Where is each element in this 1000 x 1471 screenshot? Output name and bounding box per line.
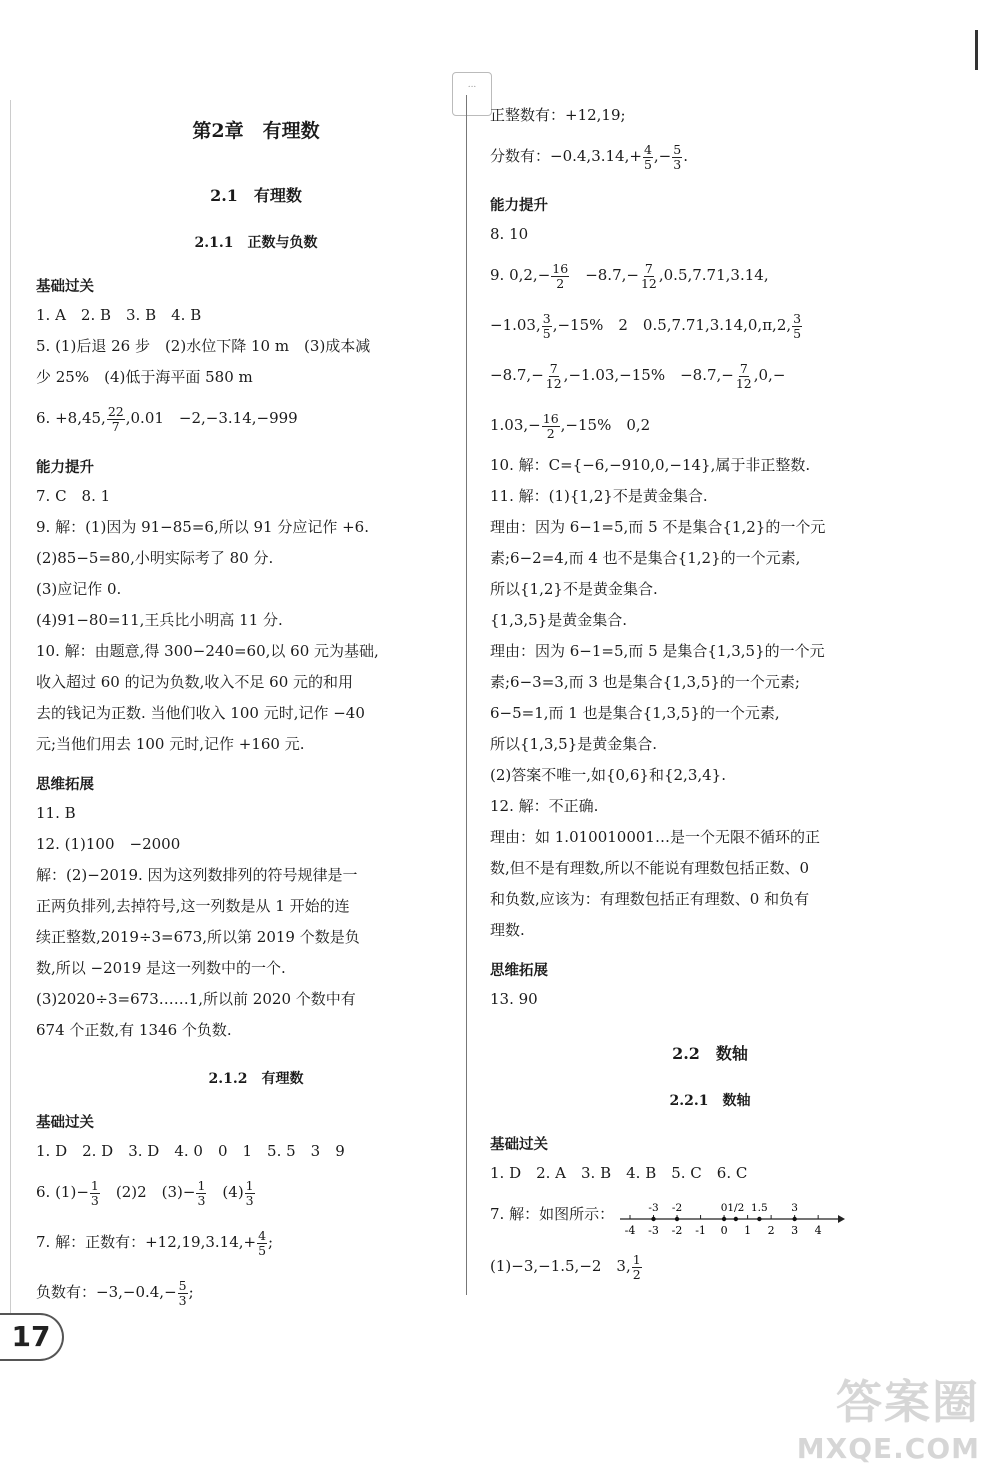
answer-line: (4)91−80=11,王兵比小明高 11 分. [36,611,283,629]
answer-line: 1. D 2. A 3. B 4. B 5. C 6. C [490,1164,748,1182]
answer-line: 解：(2)−2019. 因为这列数排列的符号规律是一 [36,866,358,884]
heading-ability: 能力提升 [36,460,94,476]
point-dot [722,1217,726,1221]
answer-line: (3)应记作 0. [36,580,122,598]
answer-line: 7. C 8. 1 [36,487,111,505]
point-dot [757,1217,761,1221]
chapter-title: 第2章 有理数 [192,120,320,142]
answer-line: 674 个正数,有 1346 个负数. [36,1021,232,1039]
answer-line: 8. 10 [490,225,529,243]
tick-label: -2 [671,1224,683,1237]
answer-line: 6−5=1,而 1 也是集合{1,3,5}的一个元素, [490,704,780,722]
answer-line-m7: 7. 解：正数有：+12,19,3.14,+ $\frac{4}{5}$ ; [36,1227,274,1258]
answer-line: 少 25% (4)低于海平面 580 m [36,368,253,386]
point-label: 3 [791,1202,799,1214]
top-edge-mark [975,30,978,70]
answer-line: 素;6−2=4,而 4 也不是集合{1,2}的一个元素, [490,549,801,567]
answer-line: 理由：因为 6−1=5,而 5 是集合{1,3,5}的一个元 [490,642,825,660]
tick-label: -3 [648,1224,659,1237]
answer-line: 理数. [490,921,525,939]
answer-line: 数,但不是有理数,所以不能说有理数包括正数、0 [490,859,810,877]
point-dot [651,1217,655,1221]
answer-line: 理由：如 1.010010001…是一个无限不循环的正 [490,828,820,846]
answer-line-r9b: −1.03, $\frac{3}{5}$ ,−15% 2 0.5,7.71,3.14,0,π,2, $\frac{3}{5}$ [490,310,802,341]
answer-line: 和负数,应该为：有理数包括正有理数、0 和负有 [490,890,810,908]
answer-line: 正整数有：+12,19; [490,106,626,124]
subsection-title-2-1-2: 2.1.2 有理数 [208,1071,304,1087]
answer-line-s8: (1)−3,−1.5,−2 3, $\frac{1}{2}$ [490,1251,641,1282]
answer-line: (3)2020÷3=673……1,所以前 2020 个数中有 [36,990,356,1008]
answer-line: 素;6−3=3,而 3 也是集合{1,3,5}的一个元素; [490,673,800,691]
fraction: $\frac{1}{3}$ [197,1177,206,1208]
answer-line: 正两负排列,去掉符号,这一列数是从 1 开始的连 [36,897,350,915]
subsection-title-2-1-1: 2.1.1 正数与负数 [194,235,318,251]
answer-line: 所以{1,2}不是黄金集合. [490,580,658,598]
answer-line-r9c: −8.7,− $\frac{7}{12}$ ,−1.03,−15% −8.7,− $\frac{7}{12}$ ,0,− [490,360,786,391]
answer-line: 11. 解：(1){1,2}不是黄金集合. [490,487,708,505]
subsection-title-2-2-1: 2.2.1 数轴 [669,1093,751,1109]
fraction: $\frac{1}{3}$ [90,1177,99,1208]
heading-basic: 基础过关 [36,279,94,295]
point-label: 1/2 [727,1202,745,1214]
stamp-mark: ... [452,72,492,116]
answer-line: 13. 90 [490,990,538,1008]
answer-line: 收入超过 60 的记为负数,收入不足 60 元的和用 [36,673,354,691]
answer-line: 元;当他们用去 100 元时,记作 +160 元. [36,735,305,753]
answer-line: 数,所以 −2019 是这一列数中的一个. [36,959,286,977]
fraction: $\frac{3}{5}$ [542,310,551,341]
point-dot [675,1217,679,1221]
tick-label: 3 [791,1224,799,1237]
answer-line: 5. (1)后退 26 步 (2)水位下降 10 m (3)成本减 [36,337,371,355]
fraction: $\frac{7}{12}$ [735,360,752,391]
heading-thinking: 思维拓展 [490,963,548,979]
number-line-figure [616,1189,846,1241]
answer-line: 9. 解：(1)因为 91−85=6,所以 91 分应记作 +6. [36,518,369,536]
axis-arrow [838,1215,845,1223]
answer-line-s7: 7. 解：如图所示： -4 -3 -2 -1 0 1 2 3 4 -3 -2 1.5 0 1/2 3 [490,1189,930,1241]
answer-line: 12. 解：不正确. [490,797,599,815]
tick-label: -4 [624,1224,636,1237]
answer-line: {1,3,5}是黄金集合. [490,611,628,629]
answer-line: 10. 解：由题意,得 300−240=60,以 60 元为基础, [36,642,379,660]
answer-line: 续正整数,2019÷3=673,所以第 2019 个数是负 [36,928,360,946]
heading-basic: 基础过关 [490,1137,548,1153]
section-title-2-1: 2.1 有理数 [210,186,302,205]
answer-line: 10. 解：C={−6,−910,0,−14},属于非正整数. [490,456,811,474]
fraction: $\frac{16}{2}$ [552,260,569,291]
answer-line: (2)答案不唯一,如{0,6}和{2,3,4}. [490,766,726,784]
page-left-edge [10,100,11,1360]
tick-label: 2 [767,1224,775,1237]
tick-label: 0 [720,1224,728,1237]
answer-line: 去的钱记为正数. 当他们收入 100 元时,记作 −40 [36,704,365,722]
answer-line-m8: 负数有：−3,−0.4,− $\frac{5}{3}$ ; [36,1277,194,1308]
fraction: $\frac{5}{3}$ [178,1277,187,1308]
right-column [490,100,930,1291]
answer-line: 12. (1)100 −2000 [36,835,181,853]
answer-line: 1. A 2. B 3. B 4. B [36,306,202,324]
fraction: $\frac{4}{5}$ [258,1227,267,1258]
heading-ability: 能力提升 [490,198,548,214]
fraction: $\frac{16}{2}$ [542,410,559,441]
answer-line-6: 6. +8,45, $\frac{22}{7}$ ,0.01 −2,−3.14,−999 [36,403,298,434]
fraction: $\frac{5}{3}$ [673,141,682,172]
answer-line: 所以{1,3,5}是黄金集合. [490,735,658,753]
page-number: 17 [0,1313,64,1361]
fraction: $\frac{1}{3}$ [245,1177,254,1208]
heading-thinking: 思维拓展 [36,777,94,793]
point-label: -3 [648,1202,659,1214]
heading-basic-2: 基础过关 [36,1115,94,1131]
point-dot [793,1217,797,1221]
tick-label: -1 [695,1224,707,1237]
answer-line: 理由：因为 6−1=5,而 5 不是集合{1,2}的一个元 [490,518,826,536]
left-column [36,100,476,1317]
tick-label: 1 [744,1224,752,1237]
point-label: 1.5 [751,1202,768,1214]
fraction: $\frac{7}{12}$ [545,360,562,391]
answer-line-r9a: 9. 0,2,− $\frac{16}{2}$ −8.7,− $\frac{7}{12}$ ,0.5,7.71,3.14, [490,260,769,291]
fraction: $\frac{22}{7}$ [107,403,124,434]
fraction: $\frac{4}{5}$ [643,141,652,172]
section-title-2-2: 2.2 数轴 [672,1044,748,1063]
fraction: $\frac{3}{5}$ [793,310,802,341]
point-label: -2 [672,1202,683,1214]
point-label: 0 [720,1202,728,1214]
answer-line: 11. B [36,804,76,822]
answer-line: (2)85−5=80,小明实际考了 80 分. [36,549,274,567]
fraction: $\frac{1}{2}$ [632,1251,641,1282]
watermark-logo: 答案圈 MXQE.COM [796,1375,980,1465]
tick-label: 4 [814,1224,822,1237]
fraction: $\frac{7}{12}$ [640,260,657,291]
answer-line-r9d: 1.03,− $\frac{16}{2}$ ,−15% 0,2 [490,410,651,441]
answer-line: 1. D 2. D 3. D 4. 0 0 1 5. 5 3 9 [36,1142,345,1160]
answer-line-m6: 6. (1)− $\frac{1}{3}$ (2)2 (3)− $\frac{1}{3}$ (4) $\frac{1}{3}$ [36,1177,254,1208]
answer-line-r2: 分数有：−0.4,3.14,+ $\frac{4}{5}$ ,− $\frac{5}{3}$ . [490,141,688,172]
point-dot [734,1217,738,1221]
